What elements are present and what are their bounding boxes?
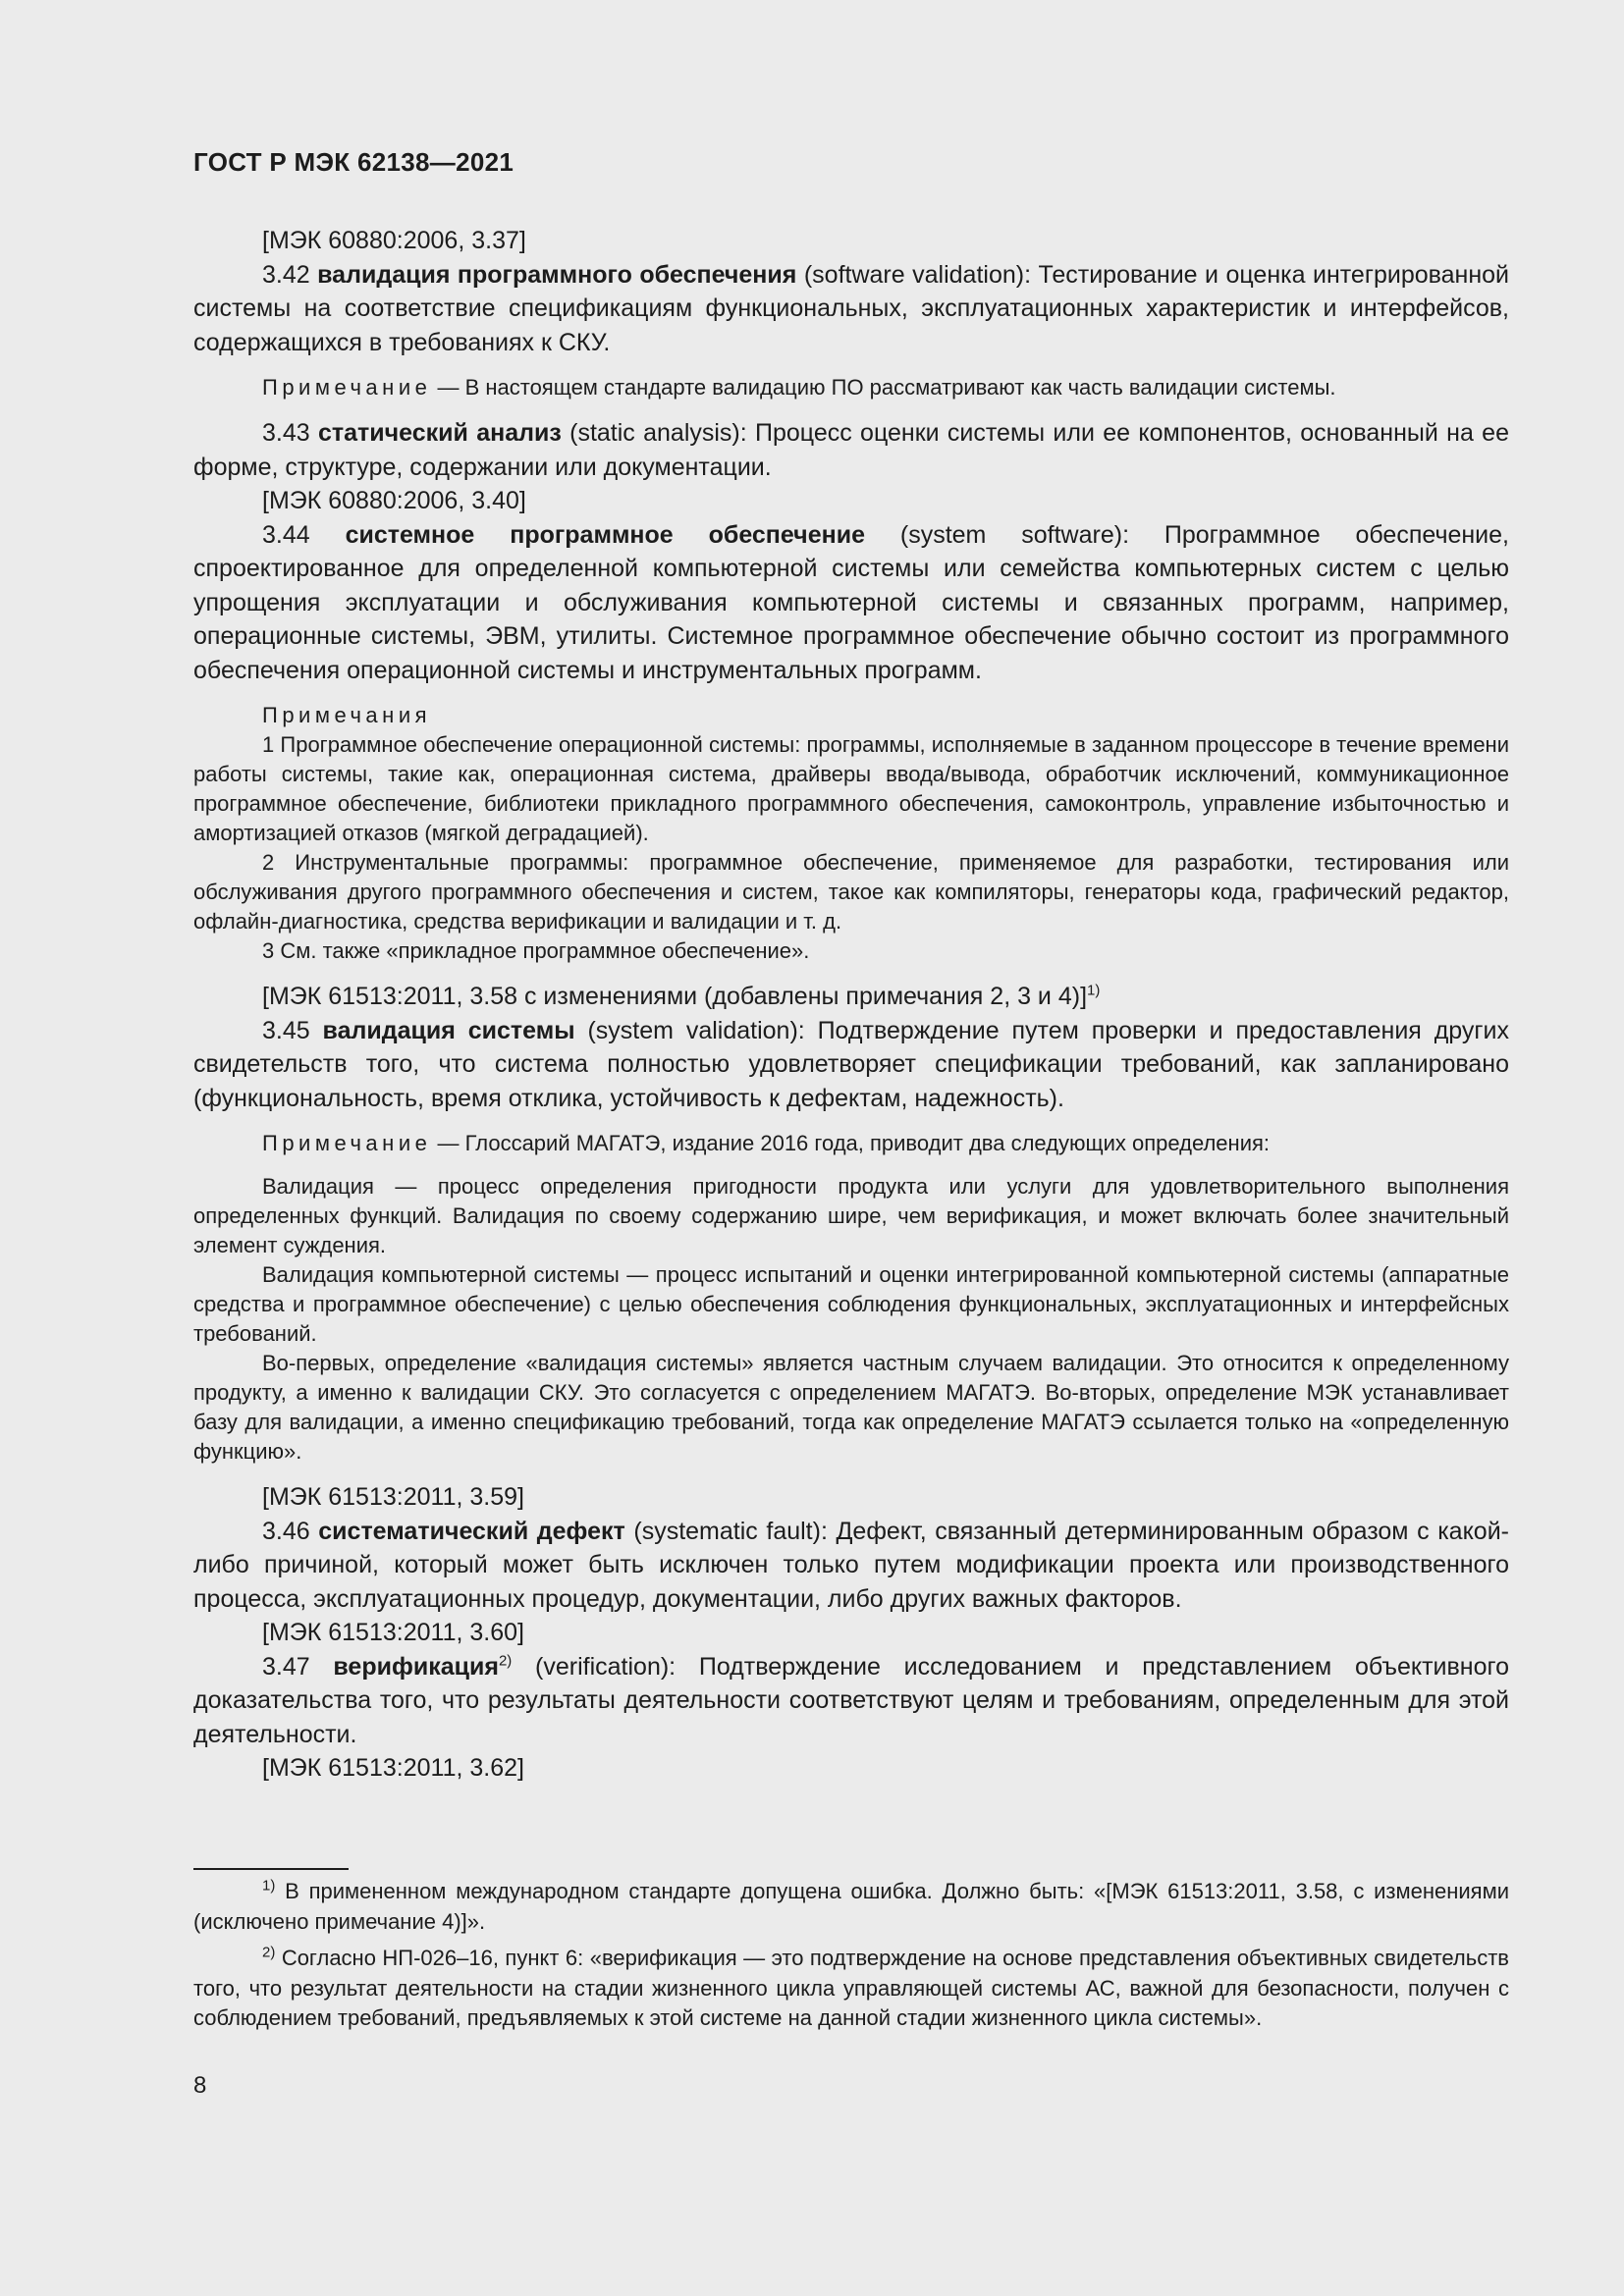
note-paragraph: Валидация — процесс определения пригодности продукта или услуги для удовлетворительного выполнения определенных функций. Валидация по своему содержанию шире, чем верификация, и может включать более значительный элемент суждения.: [193, 1174, 1509, 1257]
term-title: систематический дефект: [318, 1517, 625, 1545]
term-number: 3.46: [262, 1517, 319, 1545]
term-title: валидация программного обеспечения: [317, 260, 797, 289]
term-definition: (software validation): Тестирование и оценка интегрированной системы на соответствие спецификациям функциональных, эксплуатационных характеристик и интерфейсов, содержащихся в требованиях к СКУ.: [193, 260, 1510, 356]
term-title: статический анализ: [317, 419, 562, 447]
footnote-mark: 2): [498, 1652, 513, 1670]
footnote: [193, 1944, 1509, 2034]
term-3-42: [193, 258, 1509, 360]
term-number: 3.42: [262, 260, 318, 289]
term-number: 3.44: [262, 520, 346, 549]
note-label: Примечание: [262, 375, 432, 400]
term-number: 3.47: [262, 1652, 334, 1681]
footnote-separator: [193, 1868, 349, 1870]
footnote-mark: 2): [262, 1944, 276, 1961]
term-3-45: [193, 1014, 1509, 1116]
footnote-mark: 1): [262, 1877, 276, 1895]
reference-text: [МЭК 61513:2011, 3.58 с изменениями (добавлены примечания 2, 3 и 4)]: [262, 983, 1088, 1010]
term-3-43: [193, 416, 1509, 484]
term-definition: (static analysis): Процесс оценки системы или ее компонентов, основанный на ее форме, структуре, содержании или документации.: [193, 419, 1509, 481]
note-paragraph: Валидация компьютерной системы — процесс испытаний и оценки интегрированной компьютерной системы (аппаратные средства и программное обеспечение) с целью обеспечения соблюдения функциональных, эксплуатационных и интерфейсных требований.: [193, 1262, 1509, 1346]
note-text: — Глоссарий МАГАТЭ, издание 2016 года, приводит два следующих определения:: [431, 1131, 1271, 1155]
note-item: 3 См. также «прикладное программное обеспечение».: [262, 938, 810, 963]
footnote: [193, 1877, 1509, 1937]
footnote-text: В примененном международном стандарте допущена ошибка. Должно быть: «[МЭК 61513:2011, 3.58, с изменениями (исключено примечание 4)]».: [193, 1879, 1509, 1934]
footnotes: [193, 1877, 1509, 2041]
note-text: — В настоящем стандарте валидацию ПО рассматривают как часть валидации системы.: [431, 375, 1336, 400]
term-title: верификация: [333, 1652, 499, 1681]
term-definition: (system software): Программное обеспечение, спроектированное для определенной компьютерной системы или семейства компьютерных систем с целью упрощения эксплуатации и обслуживания компьютерной системы и связанных программ, например, операционные системы, ЭВМ, утилиты. Системное программное обеспечение обычно состоит из программного обеспечения операционной системы и инструментальных программ.: [193, 520, 1509, 684]
note-label: Примечание: [262, 1131, 432, 1155]
notes-heading: Примечания: [262, 703, 432, 727]
note-paragraph: Во-первых, определение «валидация системы» является частным случаем валидации. Это относится к определенному продукту, а именно к валидации СКУ. Это согласуется с определением МАГАТЭ. Во-вторых, определение МЭК устанавливает базу для валидации, а именно спецификацию требований, тогда как определение МАГАТЭ ссылается только на «определенную функцию».: [193, 1351, 1509, 1464]
reference: [МЭК 61513:2011, 3.60]: [262, 1619, 524, 1646]
term-number: 3.43: [262, 419, 318, 447]
reference: [МЭК 60880:2006, 3.40]: [262, 487, 526, 514]
main-text: [193, 224, 1509, 1786]
footnote-text: Согласно НП-026–16, пункт 6: «верификация — это подтверждение на основе представления объективных свидетельств того, что результат деятельности на стадии жизненного цикла управляющей системы АС, важной для безопасности, получен с соблюдением требований, предъявляемых к этой системе на данной стадии жизненного цикла системы».: [193, 1946, 1509, 2030]
term-3-46: [193, 1515, 1509, 1617]
term-3-47: [193, 1650, 1509, 1752]
notes-label: [193, 701, 1509, 730]
footnote-mark: 1): [1087, 982, 1101, 999]
reference: [МЭК 60880:2006, 3.37]: [262, 227, 526, 254]
note-item: 1 Программное обеспечение операционной системы: программы, исполняемые в заданном процессоре в течение времени работы системы, такие как, операционная система, драйверы ввода/вывода, обработчик исключений, коммуникационное программное обеспечение, библиотеки прикладного программного обеспечения, самоконтроль, управление избыточностью и амортизацией отказов (мягкой деградацией).: [193, 732, 1509, 845]
page-number: 8: [193, 2072, 207, 2099]
reference: [МЭК 61513:2011, 3.62]: [262, 1754, 524, 1782]
term-definition: (system validation): Подтверждение путем проверки и предоставления других свидетельств того, что система полностью удовлетворяет спецификации требований, как запланировано (функциональность, время отклика, устойчивость к дефектам, надежность).: [193, 1016, 1510, 1112]
term-definition: (systematic fault): Дефект, связанный детерминированным образом с какой-либо причиной, который может быть исключен только путем модификации проекта или производственного процесса, эксплуатационных процедур, документации, либо других важных факторов.: [193, 1517, 1509, 1613]
term-title: системное программное обеспечение: [345, 520, 865, 549]
term-number: 3.45: [262, 1016, 323, 1044]
note-3-42: [193, 373, 1509, 402]
term-definition: (verification): Подтверждение исследованием и представлением объективного доказательства того, что результаты деятельности соответствуют целям и требованиям, определенным для этой деятельности.: [193, 1652, 1509, 1748]
term-title: валидация системы: [322, 1016, 575, 1044]
page-header: ГОСТ Р МЭК 62138—2021: [193, 147, 514, 177]
reference: [193, 980, 1509, 1014]
reference: [МЭК 61513:2011, 3.59]: [262, 1483, 524, 1511]
note-3-45: [193, 1129, 1509, 1158]
note-item: 2 Инструментальные программы: программное обеспечение, применяемое для разработки, тестирования или обслуживания другого программного обеспечения и систем, такое как компиляторы, генераторы кода, графический редактор, офлайн-диагностика, средства верификации и валидации и т. д.: [193, 850, 1509, 934]
term-3-44: [193, 518, 1509, 688]
